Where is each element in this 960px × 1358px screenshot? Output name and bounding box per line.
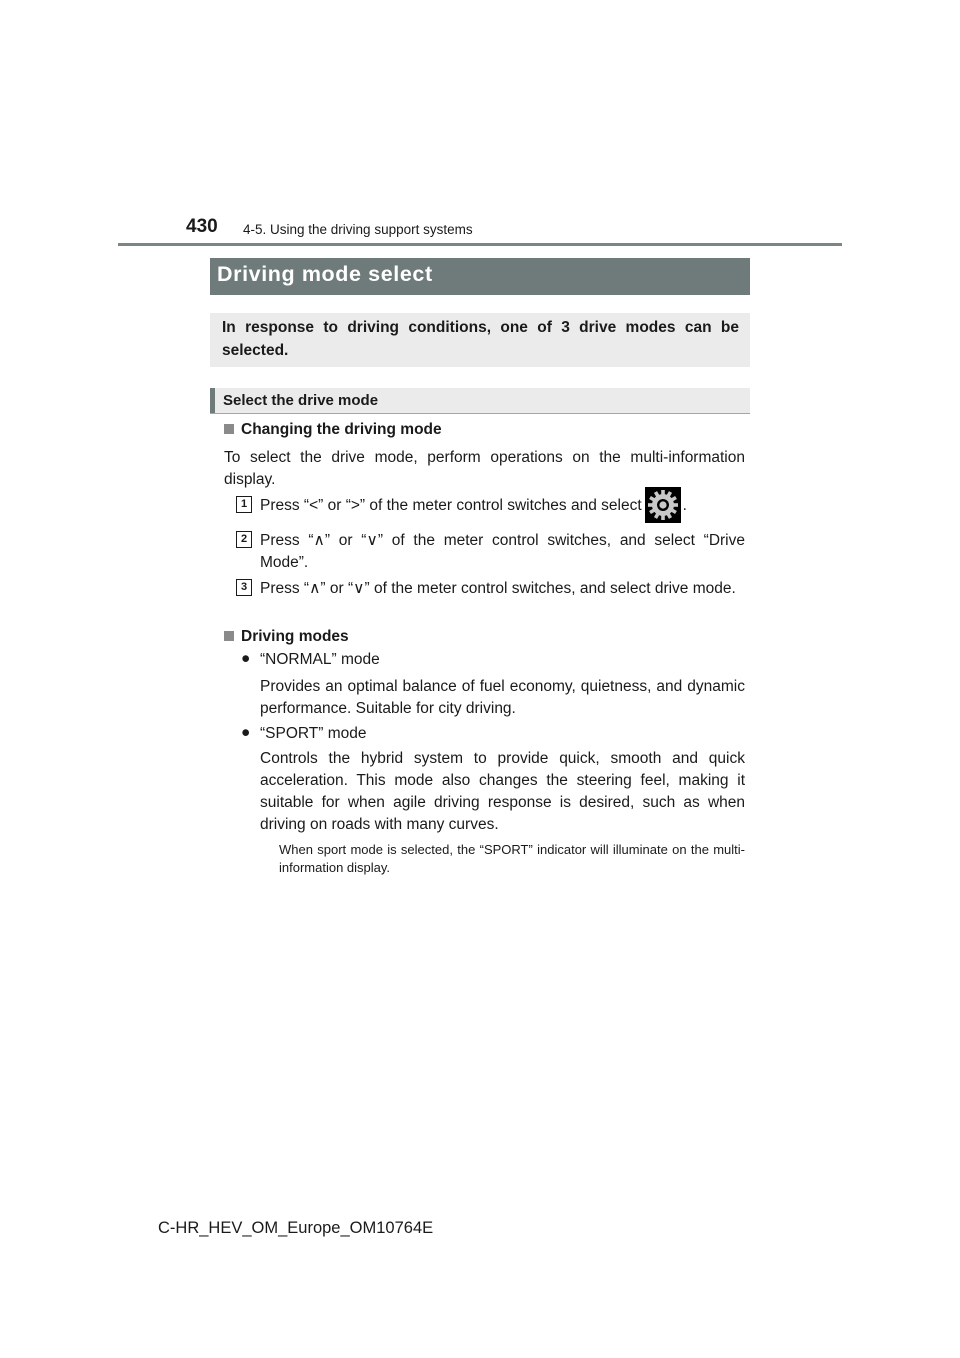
modes-heading-text: Driving modes <box>241 628 349 645</box>
square-bullet-icon <box>224 631 234 641</box>
gear-settings-icon <box>645 487 681 523</box>
subsection-accent <box>210 388 215 413</box>
section-label: 4-5. Using the driving support systems <box>243 222 473 237</box>
mode-normal-desc: Provides an optimal balance of fuel economy, quietness, and dynamic performance. Suitable for city driving. <box>260 678 745 717</box>
changing-heading <box>224 421 442 439</box>
mode-sport-desc: Controls the hybrid system to provide quick, smooth and quick acceleration. This mode also changes the steering feel, making it suitable for when agile driving response is desired, such as when driving on roads with many curves. <box>260 750 745 833</box>
sport-note: When sport mode is selected, the “SPORT” indicator will illuminate on the multi-information display. <box>279 842 745 875</box>
modes-heading <box>224 628 349 646</box>
step-2-text: Press “∧” or “∨” of the meter control switches, and select “Drive Mode”. <box>260 532 745 571</box>
round-bullet-icon: ● <box>241 650 251 667</box>
mode-normal-name: “NORMAL” mode <box>260 651 380 668</box>
step-1 <box>260 495 745 517</box>
step-3-text: Press “∧” or “∨” of the meter control switches, and select drive mode. <box>260 580 736 597</box>
footer-doc-code: C-HR_HEV_OM_Europe_OM10764E <box>158 1219 434 1237</box>
header-divider <box>118 243 842 246</box>
subsection-bar <box>210 388 750 414</box>
mode-sport-name: “SPORT” mode <box>260 725 367 742</box>
step-badge-3: 3 <box>236 579 252 596</box>
step-badge-1: 1 <box>236 496 252 513</box>
intro-box <box>210 313 750 367</box>
title-bar <box>210 258 750 295</box>
round-bullet-icon: ● <box>241 724 251 741</box>
page-title: Driving mode select <box>217 262 433 286</box>
intro-text: In response to driving conditions, one of 3 drive modes can be selected. <box>222 319 739 359</box>
changing-body: To select the drive mode, perform operations on the multi-information display. <box>224 449 745 488</box>
step-1-end: . <box>682 497 687 514</box>
page-number: 430 <box>186 216 218 237</box>
step-badge-2: 2 <box>236 531 252 548</box>
square-bullet-icon <box>224 424 234 434</box>
subsection-title: Select the drive mode <box>223 392 379 409</box>
changing-heading-text: Changing the driving mode <box>241 421 442 438</box>
step-1-text: Press “<” or “>” of the meter control switches and select <box>260 497 642 514</box>
